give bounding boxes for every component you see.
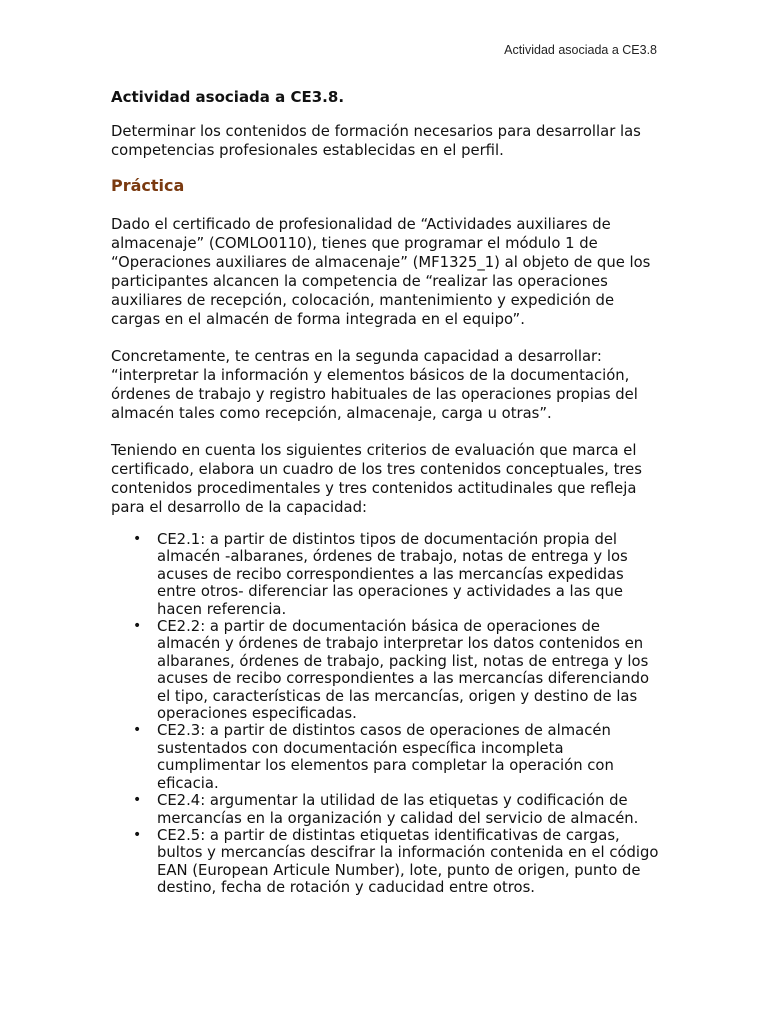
document-body xyxy=(111,86,659,897)
criteria-list xyxy=(111,531,659,897)
list-item xyxy=(111,827,659,897)
list-item xyxy=(111,792,659,827)
paragraph-capacity: Concretamente, te centras en la segunda capacidad a desarrollar: “interpretar la información y elementos básicos de la documentación, órdenes de trabajo y registro habituales de las operaciones propias del almacén tales como recepción, almacenaje, carga u otras”. xyxy=(111,348,638,422)
paragraph-instructions: Teniendo en cuenta los siguientes criterios de evaluación que marca el certificado, elabora un cuadro de los tres contenidos conceptuales, tres contenidos procedimentales y tres contenidos actitudinales que refleja para el desarrollo de la capacidad: xyxy=(111,442,642,516)
document-title: Actividad asociada a CE3.8. xyxy=(111,88,345,106)
bullet-icon: • xyxy=(133,618,142,635)
list-item xyxy=(111,618,659,722)
criterion-text: CE2.5: a partir de distintas etiquetas identificativas de cargas, bultos y mercancías descifrar la información contenida en el código EAN (European Articule Number), lote, punto de origen, punto de destino, fecha de rotación y caducidad entre otros. xyxy=(157,826,659,897)
criterion-text: CE2.3: a partir de distintos casos de operaciones de almacén sustentados con documentación específica incompleta cumplimentar los elementos para completar la operación con eficacia. xyxy=(157,722,614,792)
criterion-text: CE2.1: a partir de distintos tipos de documentación propia del almacén -albaranes, órdenes de trabajo, notas de entrega y los acuses de recibo correspondientes a las mercancías expedidas entre otros- diferenciar las operaciones y actividades a las que hacen referencia. xyxy=(157,531,628,618)
intro-paragraph: Determinar los contenidos de formación necesarios para desarrollar las competencias profesionales establecidas en el perfil. xyxy=(111,123,641,159)
paragraph-context: Dado el certificado de profesionalidad de “Actividades auxiliares de almacenaje” (COMLO0110), tienes que programar el módulo 1 de “Operaciones auxiliares de almacenaje” (MF1325_1) al objeto de que los participantes alcancen la competencia de “realizar las operaciones auxiliares de recepción, colocación, mantenimiento y expedición de cargas en el almacén de forma integrada en el equipo”. xyxy=(111,216,651,328)
criterion-text: CE2.4: argumentar la utilidad de las etiquetas y codificación de mercancías en la organización y calidad del servicio de almacén. xyxy=(157,792,639,827)
bullet-icon: • xyxy=(133,722,142,739)
bullet-icon: • xyxy=(133,531,142,547)
criterion-text: CE2.2: a partir de documentación básica de operaciones de almacén y órdenes de trabajo interpretar los datos contenidos en albaranes, órdenes de trabajo, packing list, notas de entrega y los acuses de recibo correspondientes a las mercancías diferenciando el tipo, características de las mercancías, origen y destino de las operaciones especificadas. xyxy=(157,618,650,723)
bullet-icon: • xyxy=(133,792,142,809)
section-heading-practica: Práctica xyxy=(111,176,185,195)
list-item xyxy=(111,722,659,792)
bullet-icon: • xyxy=(133,826,142,843)
running-header: Actividad asociada a CE3.8 xyxy=(504,43,657,57)
list-item xyxy=(111,531,659,618)
